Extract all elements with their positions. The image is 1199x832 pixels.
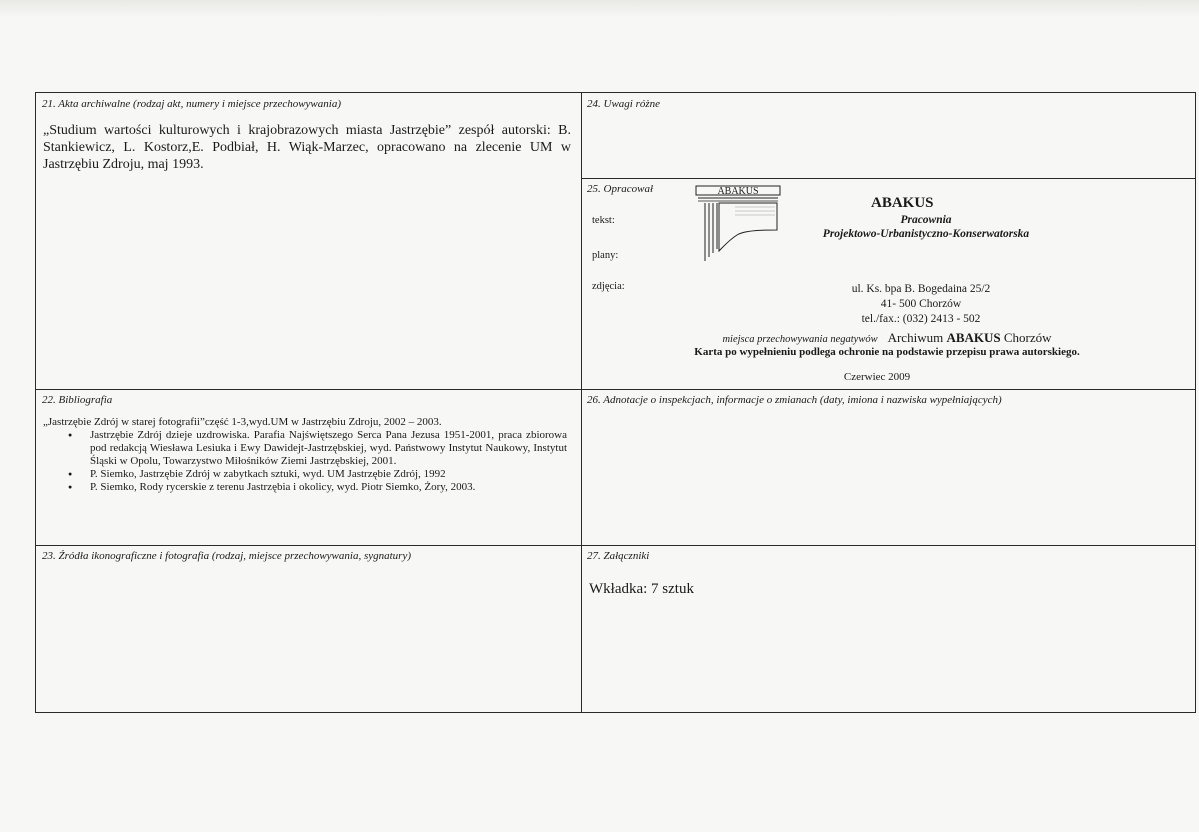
negatives-value-suffix: Chorzów — [1000, 330, 1052, 345]
section-27-attachments — [581, 545, 1195, 712]
section-24-remarks — [581, 93, 1195, 178]
bibliography-item: ● P. Siemko, Rody rycerskie z terenu Jastrzębia i okolicy, wyd. Piotr Siemko, Żory, 2003. — [62, 481, 567, 494]
photos-author-label: zdjęcia: — [592, 281, 625, 292]
section-25-prepared-by — [581, 178, 1195, 389]
column-capital-icon — [695, 185, 783, 265]
negatives-label: miejsca przechowywania negatywów — [722, 334, 878, 345]
bibliography-list — [62, 429, 567, 494]
scan-edge — [0, 0, 1199, 18]
section-26-label: 26. Adnotacje o inspekcjach, informacje o zmianach (daty, imiona i nazwiska wypełniających) — [587, 394, 1002, 406]
section-22-bibliography — [36, 389, 581, 545]
prepared-date: Czerwiec 2009 — [843, 371, 911, 383]
section-23-iconographic-sources — [36, 545, 581, 712]
company-address — [761, 282, 1081, 327]
company-line-1: Pracownia — [900, 214, 952, 226]
section-25-label: 25. Opracował — [587, 183, 653, 195]
address-phone: tel./fax.: (032) 2413 - 502 — [861, 313, 981, 325]
section-22-label: 22. Bibliografia — [42, 394, 113, 406]
copyright-note: Karta po wypełnieniu podlega ochronie na podstawie przepisu prawa autorskiego. — [694, 346, 1080, 358]
section-24-label: 24. Uwagi różne — [587, 98, 661, 110]
text-author-label: tekst: — [592, 215, 615, 226]
negatives-storage — [581, 330, 1193, 346]
negatives-value-bold: ABAKUS — [946, 330, 1001, 345]
bibliography-first-entry: „Jastrzębie Zdrój w starej fotografii”część 1-3,wyd.UM w Jastrzębiu Zdroju, 2002 – 2003. — [43, 416, 442, 428]
company-line-2: Projektowo-Urbanistyczno-Konserwatorska — [822, 228, 1030, 240]
negatives-value-prefix: Archiwum — [887, 330, 947, 345]
section-21-archival-records — [36, 93, 581, 389]
abakus-logo — [695, 185, 783, 265]
bibliography-item: ● Jastrzębie Zdrój dzieje uzdrowiska. Parafia Najświętszego Serca Pana Jezusa 1951-2001, praca zbiorowa pod redakcją Wiesława Lesiuka i Ewy Dawidejt-Jastrzębskiej, wyd. Państwowy Instytut Naukowy, Instytut Śląski w Opolu, Towarzystwo Miłośników Ziemi Jastrzębskiej, 2001. — [62, 429, 567, 468]
company-name: ABAKUS — [871, 195, 934, 211]
section-27-label: 27. Załączniki — [587, 550, 650, 562]
attachments-text: Wkładka: 7 sztuk — [589, 581, 694, 597]
negatives-value — [888, 330, 1052, 345]
section-21-text: „Studium wartości kulturowych i krajobrazowych miasta Jastrzębie” zespół autorski: B. Stankiewicz, L. Kostorz,E. Podbiał, H. Wiąk-Marzec, opracowano na zlecenie UM w Jastrzębiu Zdroju, maj 1993. — [43, 123, 571, 172]
section-21-label: 21. Akta archiwalne (rodzaj akt, numery i miejsce przechowywania) — [42, 98, 341, 110]
section-23-label: 23. Źródła ikonograficzne i fotografia (rodzaj, miejsce przechowywania, sygnatury) — [42, 550, 411, 562]
logo-text: ABAKUS — [717, 186, 759, 197]
address-city: 41- 500 Chorzów — [880, 298, 962, 310]
bibliography-item: ● P. Siemko, Jastrzębie Zdrój w zabytkach sztuki, wyd. UM Jastrzębie Zdrój, 1992 — [62, 468, 567, 481]
address-street: ul. Ks. bpa B. Bogedaina 25/2 — [851, 283, 991, 295]
section-26-inspection-notes — [581, 389, 1195, 545]
plans-author-label: plany: — [592, 250, 619, 261]
company-description — [791, 213, 1061, 241]
record-card-table — [35, 92, 1196, 713]
